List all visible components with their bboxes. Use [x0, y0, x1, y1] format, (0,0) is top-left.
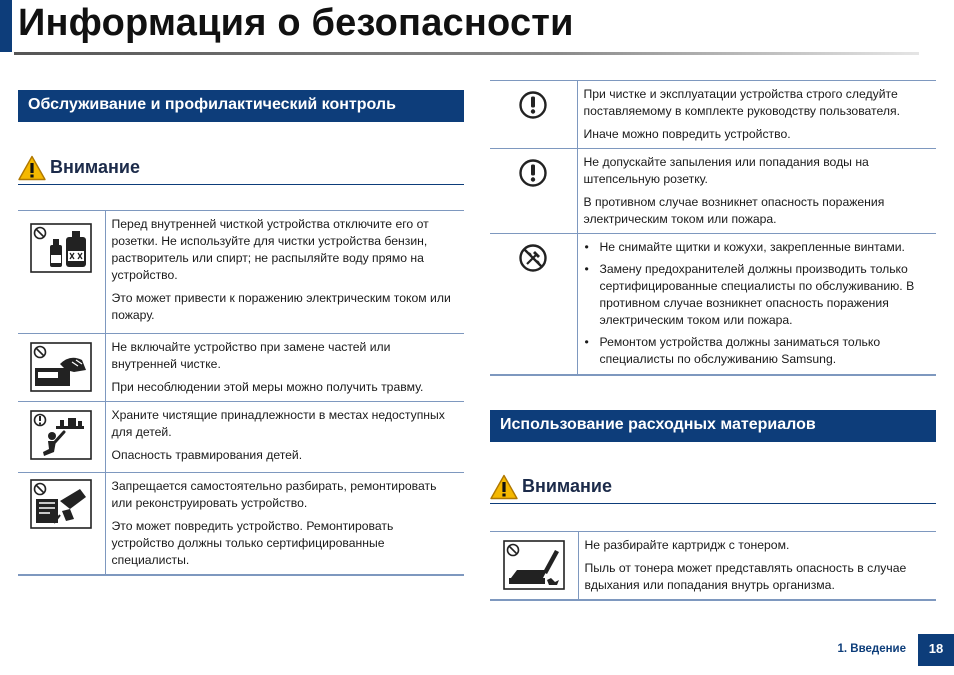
- page-title: Информация о безопасности: [18, 2, 574, 44]
- no-hand-in-device-icon: [30, 342, 92, 392]
- row-text: При чистке и эксплуатации устройства строго следуйте поставляемому в комплекте руководству пользователя.: [583, 87, 900, 118]
- table-row: [490, 81, 936, 149]
- section-title: Использование расходных материалов: [500, 416, 816, 433]
- row-text: Пыль от тонера может представлять опасность в случае вдыхания или попадания внутрь организма.: [584, 561, 907, 592]
- list-item: • Ремонтом устройства должны заниматься только специалисты по обслуживанию Samsung.: [584, 334, 931, 368]
- section-header-consumables: [490, 410, 936, 442]
- table-row: [18, 473, 464, 576]
- row-text: Иначе можно повредить устройство.: [583, 127, 791, 141]
- warning-header: [18, 153, 464, 185]
- title-divider: [14, 52, 919, 55]
- table-row: [490, 532, 936, 601]
- no-cartridge-disassembly-icon: [503, 540, 565, 590]
- row-text: При несоблюдении этой меры можно получить травму.: [111, 380, 424, 394]
- warning-header: [490, 472, 936, 504]
- table-row: [18, 402, 464, 473]
- list-item: • Замену предохранителей должны производить только сертифицированные специалисты по обслуживанию. В противном случае возникнет опасность поражения электрическим током или пожара.: [584, 261, 931, 329]
- no-tools-icon: [518, 243, 548, 273]
- left-safety-table: [18, 210, 464, 576]
- warning-label: Внимание: [50, 157, 140, 177]
- warning-triangle-icon: [490, 474, 518, 500]
- warning-label: Внимание: [522, 476, 612, 496]
- keep-from-children-icon: [30, 410, 92, 460]
- row-text: В противном случае возникнет опасность поражения электрическим током или пожара.: [583, 195, 885, 226]
- no-disassembly-icon: [30, 479, 92, 529]
- footer-chapter-label: 1. Введение: [837, 643, 906, 655]
- page-number: 18: [918, 634, 954, 666]
- exclamation-circle-icon: [518, 90, 548, 120]
- title-accent-bar: [0, 0, 12, 52]
- row-text: Опасность травмирования детей.: [111, 448, 303, 462]
- table-row: [490, 149, 936, 234]
- bullet-list: [584, 239, 931, 368]
- no-chemicals-icon: [30, 223, 92, 273]
- row-text: Это может привести к поражению электрическим током или пожару.: [111, 291, 451, 322]
- row-text: Запрещается самостоятельно разбирать, ремонтировать или реконструировать устройство.: [111, 479, 437, 510]
- row-text: Не допускайте запыления или попадания воды на штепсельную розетку.: [583, 155, 869, 186]
- section-title: Обслуживание и профилактический контроль: [28, 96, 396, 113]
- section-header-maintenance: [18, 90, 464, 122]
- table-row: [18, 211, 464, 334]
- row-text: Не включайте устройство при замене частей или внутренней чистке.: [111, 340, 391, 371]
- consumables-table: [490, 531, 936, 601]
- warning-triangle-icon: [18, 155, 46, 181]
- row-text: Не разбирайте картридж с тонером.: [584, 538, 790, 552]
- table-row: [490, 234, 936, 375]
- row-text: Храните чистящие принадлежности в местах недоступных для детей.: [111, 408, 445, 439]
- row-text: Это может повредить устройство. Ремонтировать устройство должны только сертифицированные специалисты.: [111, 519, 394, 567]
- list-item: • Не снимайте щитки и кожухи, закрепленные винтами.: [584, 239, 931, 256]
- row-text: Перед внутренней чисткой устройства отключите его от розетки. Не используйте для чистки устройства бензин, растворитель или спирт; не распыляйте воду прямо на устройство.: [111, 217, 429, 282]
- table-row: [18, 334, 464, 402]
- exclamation-circle-icon: [518, 158, 548, 188]
- right-safety-table: [490, 80, 936, 376]
